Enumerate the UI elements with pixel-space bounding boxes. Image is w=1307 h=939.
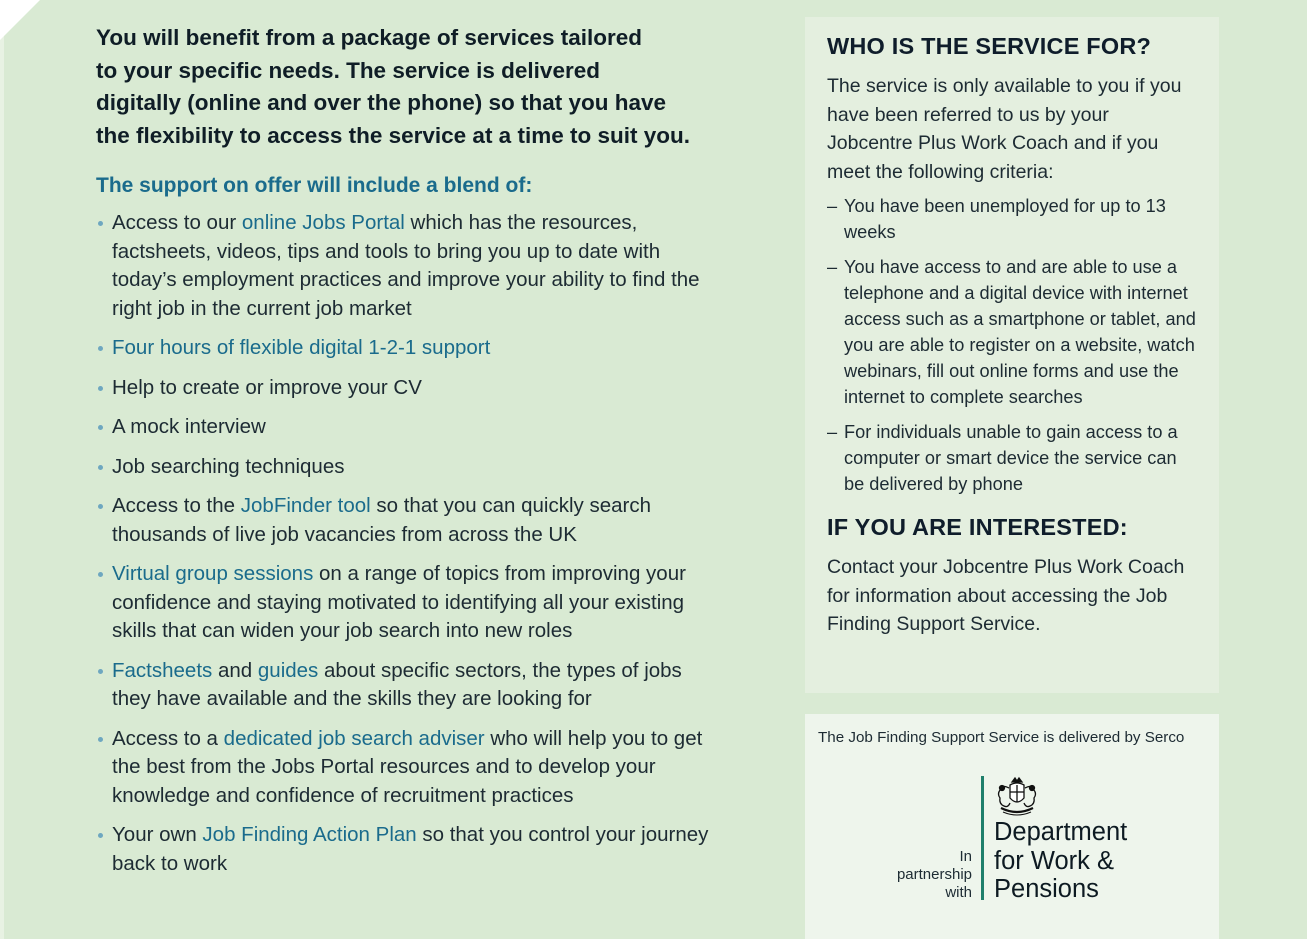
offer-item: Job searching techniques xyxy=(96,453,726,482)
royal-crest-icon xyxy=(991,776,1043,818)
offer-item: Virtual group sessions on a range of topics from improving your confidence and staying motivated to identifying all your existing skills that can widen your job search into new roles xyxy=(96,560,726,646)
interested-text: Contact your Jobcentre Plus Work Coach for information about accessing the Job Finding Support Service. xyxy=(827,555,1185,636)
offer-list xyxy=(96,209,726,878)
delivered-by-text: The Job Finding Support Service is delivered by Serco xyxy=(818,729,1185,746)
intro-line: digitally (online and over the phone) so that you have xyxy=(96,90,667,116)
page-curl xyxy=(0,0,40,40)
bullet-icon xyxy=(98,425,103,430)
guides-highlight: guides xyxy=(257,658,319,682)
offer-item: Your own Job Finding Action Plan so that you control your journey back to work xyxy=(96,821,726,878)
digital-support-highlight: Four hours of flexible digital 1-2-1 support xyxy=(112,336,491,360)
adviser-highlight: dedicated job search adviser xyxy=(223,726,485,750)
criteria-list xyxy=(827,193,1197,497)
dwp-logo-text: Department for Work & Pensions xyxy=(994,818,1128,903)
offer-heading: The support on offer will include a blend of: xyxy=(96,174,533,198)
intro-line: the flexibility to access the service at a time to suit you. xyxy=(96,122,690,148)
dwp-divider xyxy=(981,776,984,900)
bullet-icon xyxy=(98,737,103,742)
offer-item xyxy=(96,334,726,363)
bullet-icon xyxy=(98,669,103,674)
intro-line: to your specific needs. The service is delivered xyxy=(96,57,600,83)
interested-heading: IF YOU ARE INTERESTED: xyxy=(827,513,1128,540)
dash-icon: – xyxy=(827,195,838,216)
who-intro: The service is only available to you if you have been referred to us by your Jobcentre Plus Work Coach and if you meet the following criteria: xyxy=(827,75,1182,184)
criteria-item: – You have been unemployed for up to 13 weeks xyxy=(827,193,1197,245)
jobs-portal-highlight: online Jobs Portal xyxy=(241,211,405,235)
bullet-icon xyxy=(98,346,103,351)
jobfinder-highlight: JobFinder tool xyxy=(240,494,371,518)
info-panel xyxy=(805,17,1219,693)
offer-item: Access to the JobFinder tool so that you can quickly search thousands of live job vacancies from across the UK xyxy=(96,492,726,549)
dash-icon: – xyxy=(827,256,838,277)
partner-logo-box xyxy=(805,714,1219,939)
intro-paragraph xyxy=(96,22,726,152)
partnership-text: In partnership with xyxy=(896,848,972,901)
bullet-icon xyxy=(98,465,103,470)
bullet-icon xyxy=(98,386,103,391)
dash-icon: – xyxy=(827,421,838,442)
who-heading: WHO IS THE SERVICE FOR? xyxy=(827,33,1152,59)
offer-item: Help to create or improve your CV xyxy=(96,374,726,403)
factsheets-highlight: Factsheets xyxy=(112,658,213,682)
offer-item: Factsheets and guides about specific sectors, the types of jobs they have available and the skills they are looking for xyxy=(96,657,726,714)
virtual-sessions-highlight: Virtual group sessions xyxy=(112,562,314,586)
criteria-item: – You have access to and are able to use a telephone and a digital device with internet access such as a smartphone or tablet, and you are able to register on a website, watch webinars, fill out online forms and use the internet to complete searches xyxy=(827,254,1197,410)
main-column xyxy=(96,22,726,889)
bullet-icon xyxy=(98,572,103,577)
intro-line: You will benefit from a package of services tailored xyxy=(96,25,642,50)
action-plan-highlight: Job Finding Action Plan xyxy=(202,823,417,847)
page-edge xyxy=(0,0,4,939)
offer-item: Access to our online Jobs Portal which has the resources, factsheets, videos, tips and tools to bring you up to date with today’s employment practices and improve your ability to find the right job in the current job market xyxy=(96,209,726,323)
bullet-icon xyxy=(98,833,103,838)
criteria-item: – For individuals unable to gain access to a computer or smart device the service can be delivered by phone xyxy=(827,419,1197,497)
offer-item: A mock interview xyxy=(96,413,726,442)
offer-item: Access to a dedicated job search adviser who will help you to get the best from the Jobs Portal resources and to develop your knowledge and confidence of recruitment practices xyxy=(96,725,726,811)
bullet-icon xyxy=(98,221,103,226)
bullet-icon xyxy=(98,504,103,509)
